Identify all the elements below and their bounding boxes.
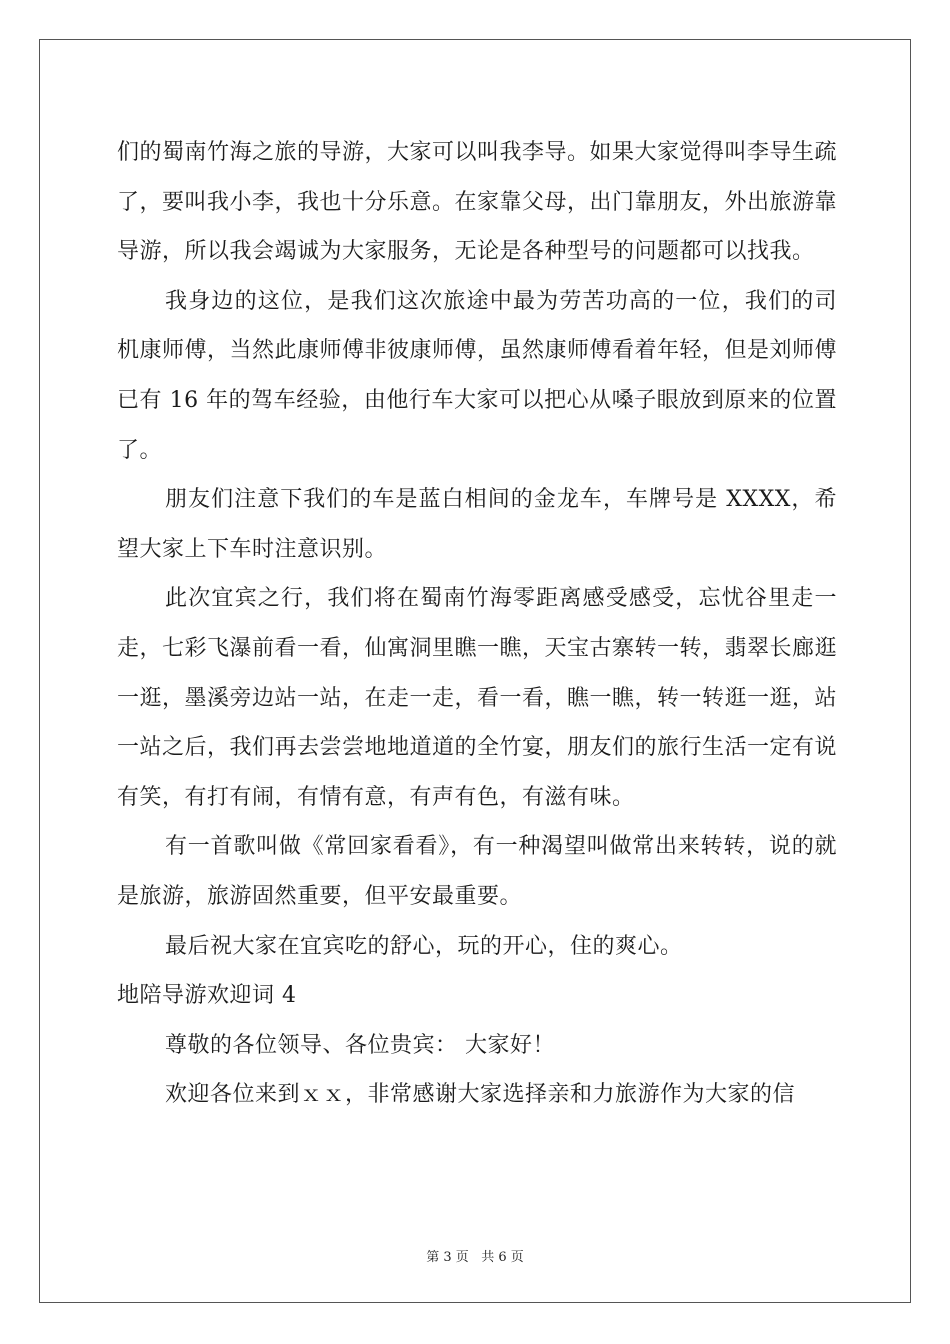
document-body [117,128,837,1120]
paragraph-driver: 我身边的这位，是我们这次旅途中最为劳苦功高的一位，我们的司机康师傅，当然此康师傅非彼康师傅，虽然康师傅看着年轻，但是刘师傅已有 16 年的驾车经验，由他行车大家可以把心从嗓子眼放到原来的位置了。 [117,288,838,463]
section-heading: 地陪导游欢迎词 4 [117,983,297,1009]
paragraph-intro: 们的蜀南竹海之旅的导游，大家可以叫我李导。如果大家觉得叫李导生疏了，要叫我小李，我也十分乐意。在家靠父母，出门靠朋友，外出旅游靠导游，所以我会竭诚为大家服务，无论是各种型号的问题都可以找我。 [117,140,838,265]
paragraph-itinerary: 此次宜宾之行，我们将在蜀南竹海零距离感受感受，忘忧谷里走一走，七彩飞瀑前看一看，仙寓洞里瞧一瞧，天宝古寨转一转，翡翠长廊逛一逛，墨溪旁边站一站，在走一走，看一看，瞧一瞧，转一转逛一逛，站一站之后，我们再去尝尝地地道道的全竹宴，朋友们的旅行生活一定有说有笑，有打有闹，有情有意，有声有色，有滋有味。 [117,586,838,810]
paragraph-bus: 朋友们注意下我们的车是蓝白相间的金龙车，车牌号是 XXXX，希望大家上下车时注意识别。 [117,487,837,562]
paragraph-safety: 有一首歌叫做《常回家看看》，有一种渴望叫做常出来转转，说的就是旅游，旅游固然重要，但平安最重要。 [117,834,837,909]
paragraph-closing: 最后祝大家在宜宾吃的舒心，玩的开心，住的爽心。 [165,933,683,959]
page-total: 共 6 页 [481,1250,524,1265]
page-number: 第 3 页 [426,1250,469,1265]
paragraph-greeting: 尊敬的各位领导、各位贵宾： 大家好！ [165,1032,555,1058]
page-footer [0,1246,950,1265]
paragraph-welcome: 欢迎各位来到ｘｘ，非常感谢大家选择亲和力旅游作为大家的信 [165,1082,796,1108]
